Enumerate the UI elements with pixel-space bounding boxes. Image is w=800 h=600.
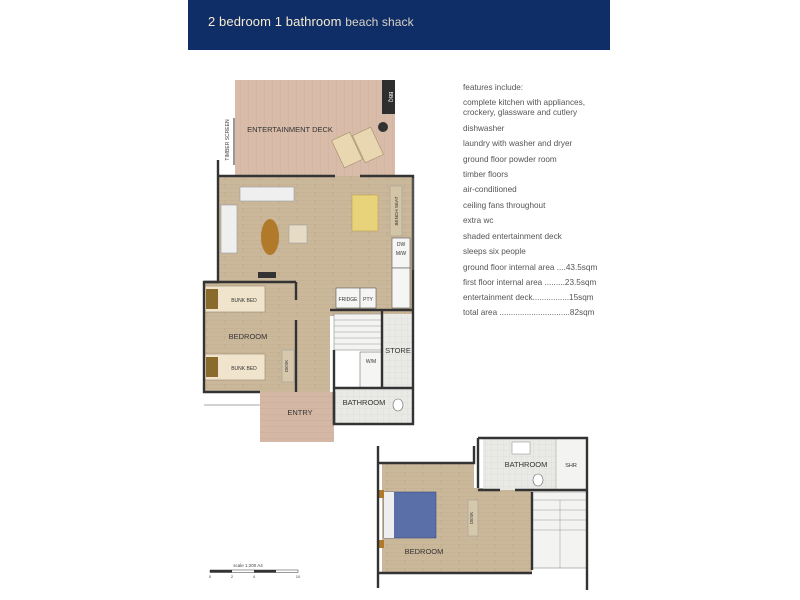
bbq-label: BBQ (387, 91, 393, 103)
fridge-label: FRIDGE (338, 297, 358, 303)
toilet (393, 399, 403, 411)
feature-item: laundry with washer and dryer (463, 139, 573, 149)
area-item: entertainment deck................15sqm (463, 292, 594, 302)
sofa-back (240, 187, 294, 201)
washing-machine (360, 352, 382, 388)
features-list (463, 83, 613, 323)
feature-item: timber floors (463, 169, 509, 179)
area-item: ground floor internal area ....43.5sqm (463, 262, 598, 272)
bench-seat-label: BENCH SEAT (394, 196, 399, 226)
entry-deck (260, 392, 334, 442)
scale-bar (208, 562, 304, 582)
area-item: first floor internal area .........23.5sqm (463, 277, 597, 287)
feature-item: ground floor powder room (463, 154, 557, 164)
first-desk-label: DESK (469, 511, 474, 525)
shr-label: SHR (565, 463, 577, 469)
bunk-top-label: BUNK BED (231, 298, 257, 304)
feature-item: sleeps six people (463, 246, 526, 256)
title-sub: beach shack (345, 15, 414, 29)
first-bedroom-label: BEDROOM (404, 547, 444, 556)
entry-label: ENTRY (287, 408, 313, 417)
scale-tick: 2 (230, 574, 234, 579)
scale-label: scale 1:200 A4 (233, 563, 263, 568)
sofa (221, 205, 237, 253)
feature-item: extra wc (463, 216, 494, 226)
feature-item: shaded entertainment deck (463, 231, 562, 241)
scale-tick: 10 (295, 574, 301, 579)
feature-item: ceiling fans throughout (463, 200, 546, 210)
feature-item: air-conditioned (463, 185, 517, 195)
wm-label: W/M (365, 359, 377, 365)
features-heading: features include: (463, 83, 524, 92)
feature-item: dishwasher (463, 123, 505, 133)
scale-tick: 0 (208, 574, 212, 579)
dining-table (352, 195, 378, 231)
desk-label: DESK (284, 359, 289, 373)
pty-label: PTY (363, 297, 373, 303)
deck-label: ENTERTAINMENT DECK (247, 125, 333, 134)
first-toilet (533, 474, 543, 486)
area-item: total area ...............................82sqm (463, 307, 595, 317)
area-summary (463, 263, 613, 318)
title-main: 2 bedroom 1 bathroom (208, 14, 342, 29)
scale-tick: 4 (252, 574, 256, 579)
tv-unit (258, 272, 276, 278)
dw-label: DW (396, 242, 406, 248)
vanity (512, 442, 530, 454)
bunk-bottom-label: BUNK BED (231, 366, 257, 372)
first-bathroom-label: BATHROOM (504, 460, 548, 469)
feature-item: complete kitchen with appliances, crockery, glassware and cutlery (463, 98, 585, 118)
first-landing (474, 488, 532, 573)
store-label: STORE (385, 346, 411, 355)
timber-screen-label: TIMBER SCREEN (225, 119, 231, 161)
armchair (289, 225, 307, 243)
bathroom-label: BATHROOM (342, 398, 386, 407)
mw-label: M/W (395, 251, 407, 257)
bedroom-label: BEDROOM (228, 332, 268, 341)
coffee-table (261, 219, 279, 255)
